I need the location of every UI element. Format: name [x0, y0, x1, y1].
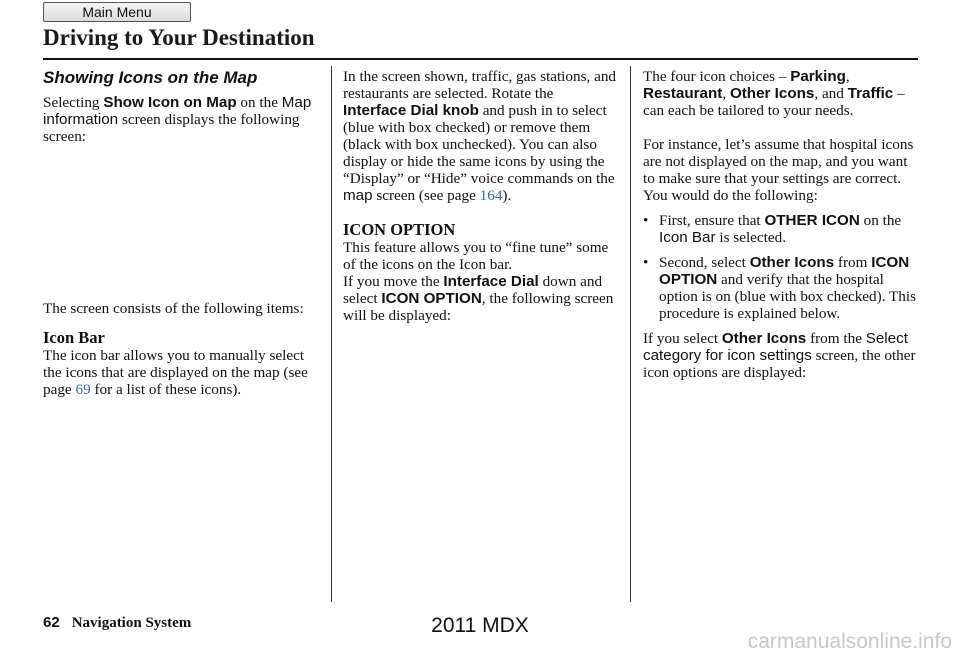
parking-term: Parking — [790, 68, 846, 85]
interface-dial-knob-term: Interface Dial knob — [343, 102, 479, 119]
page-title: Driving to Your Destination — [43, 25, 315, 50]
column-divider-1 — [331, 66, 332, 602]
items-paragraph: The screen consists of the following items: — [43, 300, 304, 317]
interface-dial-term: Interface Dial — [443, 273, 539, 290]
restaurant-term: Restaurant — [643, 85, 723, 102]
steps-list — [643, 212, 920, 322]
column-1 — [43, 68, 323, 398]
icon-option-paragraph: This feature allows you to “fine tune” some of the icons on the Icon bar. — [343, 239, 609, 273]
screen-image-area — [43, 145, 323, 300]
icon-option-heading: ICON OPTION — [343, 220, 456, 239]
icon-bar-paragraph: The icon bar allows you to manually select the icons that are displayed on the map (see page 69 for a list of these icons). — [43, 347, 308, 398]
column-divider-2 — [630, 66, 631, 602]
show-icon-on-map-term: Show Icon on Map — [103, 94, 237, 111]
intro-paragraph: Selecting Show Icon on Map on the Map information screen displays the following screen: — [43, 94, 312, 145]
map-term: map — [343, 187, 373, 204]
list-item: • Second, select Other Icons from ICON OPTION and verify that the hospital option is on (blue with box checked). This procedure is explained below. — [643, 254, 917, 322]
page-number: 62 — [43, 614, 60, 631]
icon-option-instructions: If you move the Interface Dial down and select ICON OPTION, the following screen will be displayed: — [343, 273, 614, 324]
bullet-icon: • — [643, 254, 649, 271]
icon-choices-paragraph: The four icon choices – Parking, Restaurant, Other Icons, and Traffic – can each be tailored to your needs. — [643, 68, 905, 119]
title-divider — [43, 58, 918, 60]
example-paragraph: For instance, let’s assume that hospital icons are not displayed on the map, and you want to make sure that your settings are correct. You would do the following: — [643, 136, 914, 204]
section-heading: Showing Icons on the Map — [43, 68, 258, 87]
model-watermark: 2011 MDX — [431, 614, 529, 637]
page-link-69[interactable]: 69 — [75, 381, 91, 398]
list-item: • First, ensure that OTHER ICON on the Icon Bar is selected. — [643, 212, 902, 246]
page-link-164[interactable]: 164 — [479, 187, 503, 204]
icon-option-term: ICON OPTION — [381, 290, 482, 307]
traffic-term: Traffic — [847, 85, 894, 102]
bullet-icon: • — [643, 212, 649, 229]
other-icons-term: Other Icons — [729, 85, 815, 102]
selection-paragraph: In the screen shown, traffic, gas stations, and restaurants are selected. Rotate the Interface Dial knob and push in to select (blue with box checked) or remove them (black with box unchecked). You can also display or hide the same icons by using the “Display” or “Hide” voice commands on the map screen (see page 164). — [343, 68, 617, 204]
map-information-term: Map information — [43, 94, 312, 128]
icon-bar-heading: Icon Bar — [43, 328, 105, 347]
column-2 — [343, 68, 618, 324]
other-icons-paragraph: If you select Other Icons from the Select category for icon settings screen, the other icon options are displayed: — [643, 330, 916, 381]
column-3 — [643, 68, 920, 381]
section-name: Navigation System — [71, 615, 192, 631]
site-watermark: carmanualsonline.info — [747, 630, 952, 653]
main-menu-button[interactable]: Main Menu — [43, 2, 191, 22]
